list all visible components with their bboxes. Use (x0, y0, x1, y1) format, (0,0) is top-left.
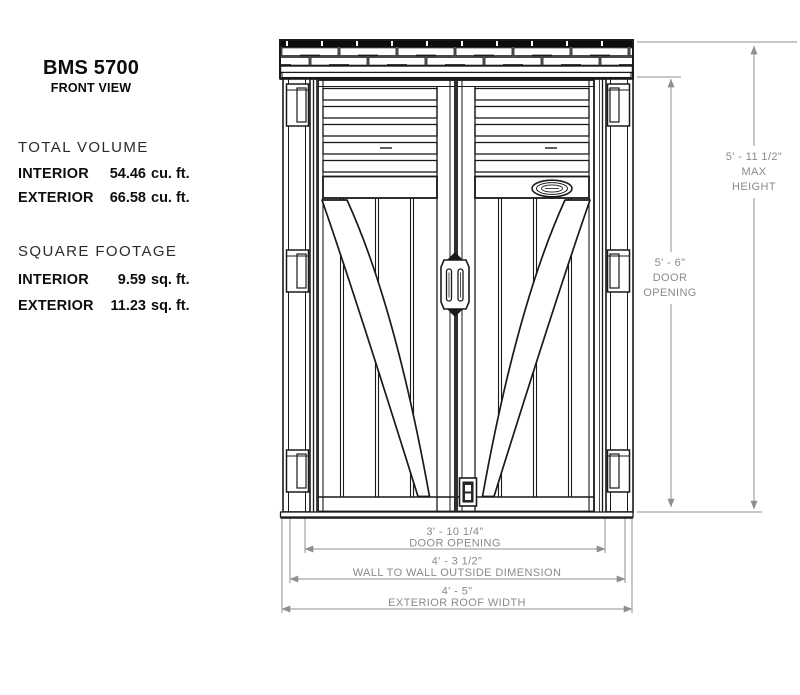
hinge-icon (608, 84, 630, 126)
hinge-icon (287, 84, 309, 126)
wall-to-wall-value: 4' - 3 1/2" (431, 555, 483, 568)
roof-width-label: EXTERIOR ROOF WIDTH (388, 597, 526, 609)
row-value: 66.58 (109, 190, 146, 206)
row-value: 9.59 (117, 272, 146, 288)
row-unit: cu. ft. (151, 166, 190, 182)
door-opening-height-label1: DOOR (652, 272, 688, 284)
door-latch-icon (460, 478, 477, 506)
roof (280, 40, 633, 79)
roof-width-value: 4' - 5" (441, 585, 473, 598)
base-rail (281, 512, 634, 518)
row-unit: sq. ft. (151, 272, 190, 288)
row-unit: cu. ft. (151, 190, 190, 206)
row-label: INTERIOR (18, 272, 89, 288)
max-height-value: 5' - 11 1/2" (725, 151, 783, 163)
row-label: EXTERIOR (18, 190, 94, 206)
row-label: INTERIOR (18, 166, 89, 182)
door-opening-height-label2: OPENING (643, 287, 697, 299)
page-title: BMS 5700 (42, 57, 140, 79)
max-height-label2: HEIGHT (732, 181, 776, 193)
door-handle-icon (441, 252, 469, 317)
square-footage-heading: SQUARE FOOTAGE (18, 243, 178, 260)
row-value: 11.23 (110, 298, 146, 314)
total-volume-heading: TOTAL VOLUME (18, 139, 149, 156)
hinge-icon (287, 450, 309, 492)
hinge-icon (608, 450, 630, 492)
max-height-label1: MAX (741, 166, 767, 178)
left-wall-panel (283, 79, 317, 512)
hinge-icon (287, 250, 309, 292)
page-subtitle: FRONT VIEW (50, 81, 132, 95)
row-unit: sq. ft. (151, 298, 190, 314)
wall-to-wall-label: WALL TO WALL OUTSIDE DIMENSION (352, 567, 562, 579)
door-opening-width-value: 3' - 10 1/4" (426, 526, 484, 538)
row-label: EXTERIOR (18, 298, 94, 314)
right-door (457, 80, 594, 512)
row-value: 54.46 (109, 166, 146, 182)
door-opening-height-value: 5' - 6" (654, 257, 686, 269)
right-wall-panel (600, 79, 634, 512)
hinge-icon (608, 250, 630, 292)
door-opening-width-label: DOOR OPENING (409, 537, 501, 550)
left-door (318, 80, 455, 512)
